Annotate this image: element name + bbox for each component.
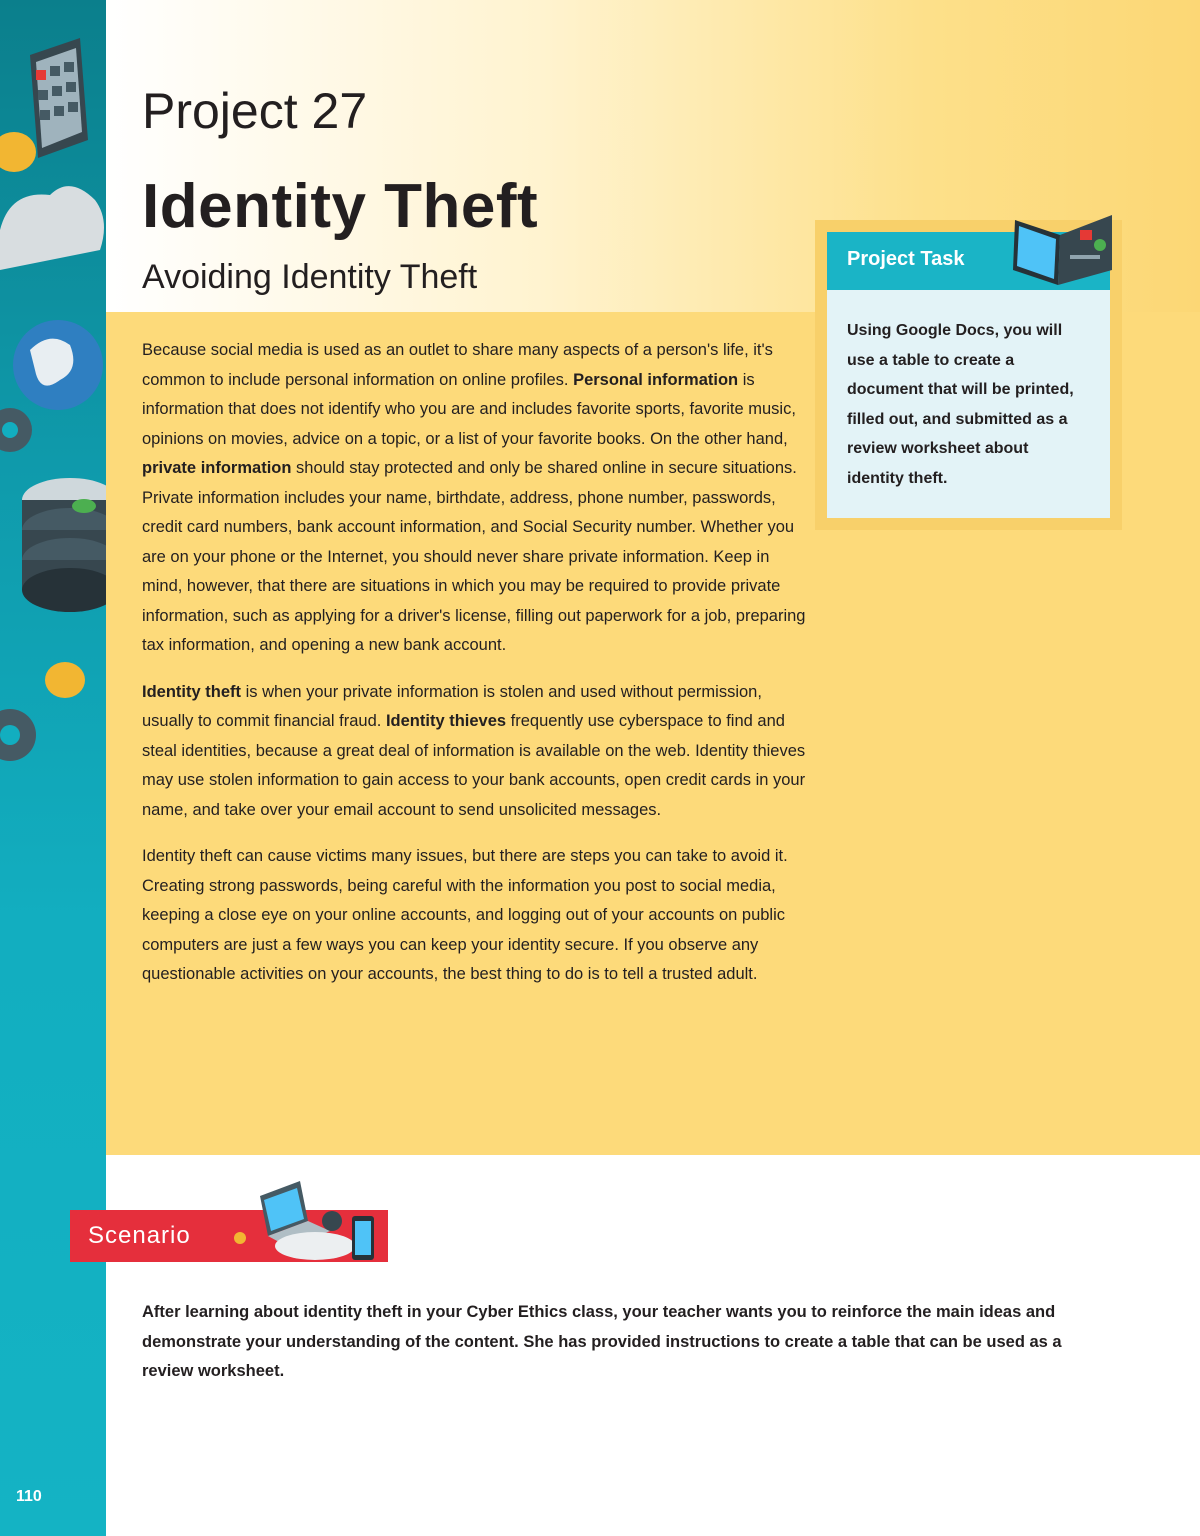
calculator-icon [30,38,88,158]
gear-icon [322,1211,342,1231]
cloud-icon [0,186,104,270]
term-identity-thieves: Identity thieves [385,712,507,730]
monitor-icon [1000,210,1115,295]
project-task-text: Using Google Docs, you will use a table to create a document that will be printed, filled out, and submitted as a review worksheet about identity theft. [847,322,1074,487]
term-identity-theft: Identity theft [142,682,241,701]
coin-icon [45,662,85,698]
page-title: Identity Theft [142,172,539,241]
project-task-heading: Project Task [847,248,965,270]
page-subtitle: Avoiding Identity Theft [142,258,478,296]
term-private-information: private information [142,459,292,477]
paragraph-2: Identity theft is when your private information is stolen and used without permission, usually to commit financial fraud. Identity thieves frequently use cyberspace to find and steal identities, because a great deal of information is available on the web. Identity thieves may use stolen information to gain access to your bank accounts, open credit cards in your name, and take over your email account to send unsolicited messages. [142,682,806,819]
coin-icon [0,132,36,172]
gear-icon [1094,239,1106,251]
page-number: 110 [16,1488,42,1505]
paragraph-3: Identity theft can cause victims many issues, but there are steps you can take to avoid it. Creating strong passwords, being careful with the information you post to social media, keeping a close eye on your online accounts, and logging out of your accounts on public computers are just a few ways you can keep your identity secure. If you observe any questionable activities on your accounts, the best thing to do is to tell a trusted adult. [142,847,788,983]
left-sidebar [0,0,106,1536]
project-number: Project 27 [142,83,368,139]
body-text [142,336,812,1007]
laptop-cloud-illustration [220,1176,390,1266]
scenario-label: Scenario [88,1222,191,1249]
tech-icons-illustration [0,0,106,820]
server-stack-icon [22,478,106,612]
scenario-text: After learning about identity theft in your Cyber Ethics class, your teacher wants you to reinforce the main ideas and demonstrate your understanding of the content. She has provided instructions to create a table that can be used as a review worksheet. [142,1303,1062,1380]
paragraph-1: Because social media is used as an outlet to share many aspects of a person's life, it's common to include personal information on online profiles. Personal information is information that does not identify who you are and includes favorite sports, favorite music, opinions on movies, advice on a topic, or a list of your favorite books. On the other hand, private information should stay protected and only be shared online in secure situations. Private information includes your name, birthdate, address, phone number, passwords, credit card numbers, bank account information, and Social Security number. Whether you are on your phone or the Internet, you should never share private information. Keep in mind, however, that there are situations in which you may be required to provide private information, such as applying for a driver's license, filling out paperwork for a job, preparing tax information, and opening a new bank account. [142,341,806,654]
term-personal-information: Personal information [573,370,739,389]
